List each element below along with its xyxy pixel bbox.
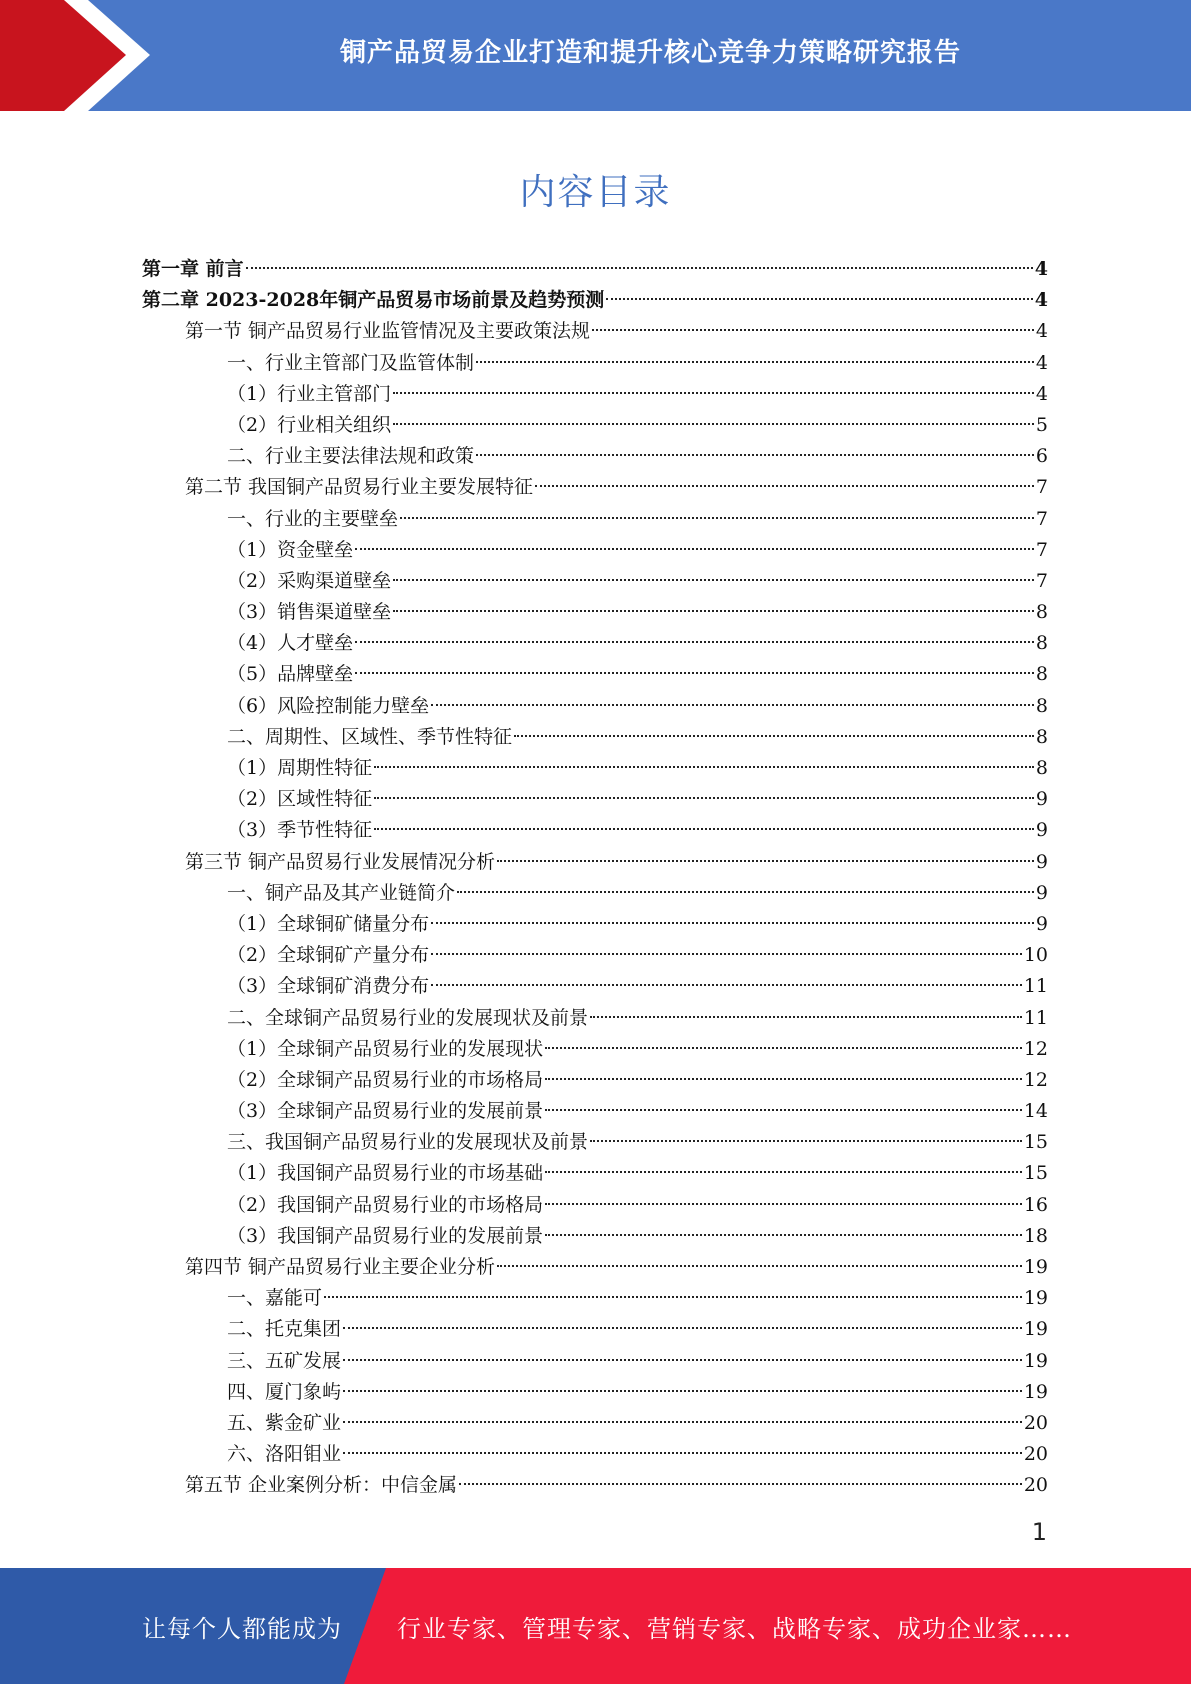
toc-dot-leader [545,1171,1022,1173]
toc-dot-leader [606,298,1033,300]
toc-dot-leader [393,392,1034,394]
toc-entry[interactable] [142,379,1048,410]
toc-entry-page: 8 [1035,757,1048,779]
toc-entry[interactable] [142,1314,1048,1345]
toc-entry-page: 20 [1023,1474,1048,1497]
toc-entry-title: 二、周期性、区域性、季节性特征 [227,725,513,748]
toc-entry[interactable] [142,1158,1048,1189]
toc-entry-page: 4 [1034,289,1048,312]
toc-dot-leader [324,1296,1022,1298]
toc-dot-leader [246,267,1033,269]
toc-entry-title: （1）我国铜产品贸易行业的市场基础 [227,1162,544,1185]
toc-dot-leader [497,1265,1022,1267]
toc-entry[interactable] [142,285,1048,316]
toc-entry-page: 20 [1023,1411,1048,1434]
toc-entry-page: 8 [1035,632,1048,655]
toc-entry-page: 19 [1023,1349,1048,1372]
toc-entry-title: （3）季节性特征 [227,819,373,842]
toc-entry-page: 20 [1023,1443,1048,1466]
report-title: 铜产品贸易企业打造和提升核心竞争力策略研究报告 [339,37,961,68]
toc-entry-title: （1）资金壁垒 [227,538,354,561]
toc-entry-title: （2）我国铜产品贸易行业的市场格局 [227,1193,544,1216]
toc-dot-leader [545,1109,1022,1111]
toc-entry[interactable] [142,878,1048,909]
toc-dot-leader [393,579,1034,581]
toc-entry-title: （1）行业主管部门 [227,382,392,405]
toc-dot-leader [343,1421,1022,1423]
toc-entry-title: 六、洛阳钼业 [227,1443,342,1466]
toc-dot-leader [343,1390,1022,1392]
toc-dot-leader [497,860,1034,862]
toc-entry[interactable] [142,722,1048,753]
toc-entry[interactable] [142,1439,1048,1470]
toc-entry-page: 9 [1035,912,1048,935]
toc-dot-leader [476,454,1034,456]
toc-entry[interactable] [142,1096,1048,1127]
toc-entry[interactable] [142,1470,1048,1501]
toc-entry[interactable] [142,254,1048,285]
toc-dot-leader [393,610,1034,612]
toc-dot-leader [590,1016,1022,1018]
toc-entry-page: 4 [1035,351,1048,374]
chevron-arrow-icon [0,0,160,111]
toc-dot-leader [374,797,1034,799]
report-header [0,0,1191,111]
toc-entry-page: 11 [1023,1006,1048,1029]
toc-entry[interactable] [142,597,1048,628]
toc-entry[interactable] [142,504,1048,535]
toc-dot-leader [400,517,1034,519]
toc-dot-leader [459,1483,1022,1485]
toc-entry[interactable] [142,472,1048,503]
toc-entry-page: 9 [1035,788,1048,811]
toc-entry[interactable] [142,1190,1048,1221]
toc-dot-leader [343,1359,1022,1361]
toc-entry-page: 19 [1023,1318,1048,1341]
toc-entry-page: 8 [1035,694,1048,717]
toc-dot-leader [476,361,1034,363]
toc-entry-page: 12 [1023,1068,1048,1091]
toc-entry[interactable] [142,1065,1048,1096]
toc-entry-page: 9 [1035,850,1048,873]
toc-entry[interactable] [142,1377,1048,1408]
toc-dot-leader [374,828,1034,830]
toc-entry-page: 6 [1035,445,1048,468]
toc-entry[interactable] [142,815,1048,846]
toc-entry-title: 第三节 铜产品贸易行业发展情况分析 [185,850,496,873]
toc-entry[interactable] [142,316,1048,347]
toc-entry-title: 一、嘉能可 [227,1287,323,1310]
toc-entry-title: 一、铜产品及其产业链简介 [227,881,456,904]
toc-entry-title: 一、行业的主要壁垒 [227,507,399,530]
toc-entry-title: （2）行业相关组织 [227,413,392,436]
toc-entry-title: 二、全球铜产品贸易行业的发展现状及前景 [227,1006,589,1029]
toc-dot-leader [343,1452,1022,1454]
toc-entry[interactable] [142,909,1048,940]
toc-entry-title: （2）区域性特征 [227,788,373,811]
toc-entry-title: （3）全球铜矿消费分布 [227,975,430,998]
toc-entry-title: （5）品牌壁垒 [227,663,354,686]
toc-entry[interactable] [142,348,1048,379]
toc-entry-title: 四、厦门象屿 [227,1380,342,1403]
toc-entry[interactable] [142,1221,1048,1252]
toc-dot-leader [592,329,1034,331]
toc-entry-page: 9 [1035,819,1048,842]
toc-entry-title: 第五节 企业案例分析：中信金属 [185,1474,458,1497]
toc-entry-title: 二、托克集团 [227,1318,342,1341]
toc-entry[interactable] [142,940,1048,971]
toc-dot-leader [355,672,1034,674]
toc-entry-title: 五、紫金矿业 [227,1411,342,1434]
toc-entry[interactable] [142,535,1048,566]
toc-dot-leader [355,548,1034,550]
toc-entry[interactable] [142,784,1048,815]
toc-entry-title: 一、行业主管部门及监管体制 [227,351,475,374]
toc-entry-page: 8 [1035,663,1048,686]
toc-dot-leader [431,704,1034,706]
toc-entry-page: 4 [1035,320,1048,343]
toc-entry-page: 15 [1023,1131,1048,1154]
page-number: 1 [1031,1518,1047,1546]
toc-entry[interactable] [142,441,1048,472]
footer-banner [0,1568,1191,1684]
toc-entry[interactable] [142,566,1048,597]
toc-dot-leader [393,423,1034,425]
toc-entry[interactable] [142,1283,1048,1314]
toc-heading: 内容目录 [519,172,672,213]
toc-entry-title: （2）全球铜矿产量分布 [227,944,430,967]
toc-entry-title: 第一节 铜产品贸易行业监管情况及主要政策法规 [185,320,591,343]
toc-entry-title: 三、五矿发展 [227,1349,342,1372]
toc-dot-leader [343,1327,1022,1329]
toc-entry-title: 第四节 铜产品贸易行业主要企业分析 [185,1256,496,1278]
toc-entry-title: 二、行业主要法律法规和政策 [227,445,475,468]
toc-entry[interactable] [142,1127,1048,1158]
toc-entry-page: 12 [1023,1037,1048,1060]
toc-entry-page: 16 [1023,1193,1048,1216]
toc-dot-leader [431,922,1034,924]
toc-entry-page: 19 [1023,1380,1048,1403]
toc-entry-title: （4）人才壁垒 [227,632,354,655]
toc-entry[interactable] [142,1252,1048,1283]
toc-entry-title: （2）全球铜产品贸易行业的市场格局 [227,1068,544,1091]
toc-entry-page: 4 [1034,258,1048,280]
toc-entry-title: （3）全球铜产品贸易行业的发展前景 [227,1100,544,1123]
toc-entry[interactable] [142,1408,1048,1439]
toc-entry[interactable] [142,628,1048,659]
toc-entry-title: （2）采购渠道壁垒 [227,569,392,592]
toc-entry[interactable] [142,1034,1048,1065]
toc-entry-title: 三、我国铜产品贸易行业的发展现状及前景 [227,1131,589,1154]
toc-entry[interactable] [142,691,1048,722]
toc-entry-title: （3）销售渠道壁垒 [227,601,392,624]
toc-entry-page: 4 [1035,382,1048,405]
toc-entry-title: （1）周期性特征 [227,757,373,779]
toc-dot-leader [535,485,1034,487]
toc-entry-page: 7 [1035,476,1048,499]
toc-entry-page: 19 [1023,1256,1048,1278]
toc-entry-page: 18 [1023,1224,1048,1247]
toc-entry[interactable] [142,971,1048,1002]
table-of-contents [142,254,1048,1502]
toc-entry[interactable] [142,410,1048,441]
toc-entry-page: 9 [1035,881,1048,904]
toc-entry-title: （3）我国铜产品贸易行业的发展前景 [227,1224,544,1247]
toc-entry-page: 14 [1023,1100,1048,1123]
toc-entry-page: 7 [1035,507,1048,530]
toc-dot-leader [545,1047,1022,1049]
toc-entry[interactable] [142,847,1048,878]
toc-dot-leader [355,641,1034,643]
toc-dot-leader [545,1234,1022,1236]
toc-entry-title: 第一章 前言 [142,258,244,280]
toc-dot-leader [590,1140,1022,1142]
toc-dot-leader [545,1203,1022,1205]
toc-entry[interactable] [142,659,1048,690]
toc-entry-page: 11 [1023,975,1048,998]
toc-entry-title: （6）风险控制能力壁垒 [227,694,430,717]
toc-entry-title: （1）全球铜矿储量分布 [227,912,430,935]
toc-entry-page: 19 [1023,1287,1048,1310]
toc-entry[interactable] [142,1346,1048,1377]
footer-slogan-left: 让每个人都能成为 [142,1614,342,1643]
toc-entry-page: 10 [1023,944,1048,967]
toc-dot-leader [514,735,1034,737]
toc-dot-leader [431,953,1022,955]
toc-dot-leader [431,984,1022,986]
toc-entry-page: 7 [1035,538,1048,561]
toc-entry-title: 第二章 2023-2028年铜产品贸易市场前景及趋势预测 [142,289,605,312]
toc-entry[interactable] [142,753,1048,784]
toc-entry-page: 8 [1035,601,1048,624]
toc-dot-leader [374,766,1034,768]
toc-entry-page: 8 [1035,725,1048,748]
toc-entry[interactable] [142,1003,1048,1034]
toc-dot-leader [457,891,1034,893]
toc-entry-page: 5 [1035,413,1048,436]
toc-dot-leader [545,1078,1022,1080]
toc-entry-title: （1）全球铜产品贸易行业的发展现状 [227,1037,544,1060]
toc-entry-page: 7 [1035,569,1048,592]
footer-slogan-right: 行业专家、管理专家、营销专家、战略专家、成功企业家…… [397,1614,1072,1643]
toc-entry-page: 15 [1023,1162,1048,1185]
toc-entry-title: 第二节 我国铜产品贸易行业主要发展特征 [185,476,534,499]
